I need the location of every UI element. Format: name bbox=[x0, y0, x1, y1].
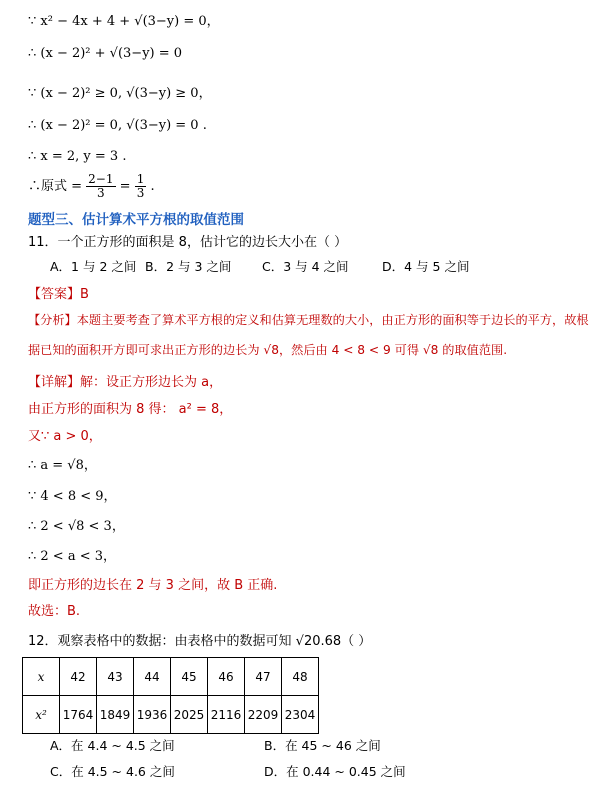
final-suffix: . bbox=[150, 179, 155, 194]
fraction-2-numerator: 1 bbox=[136, 172, 145, 186]
q11-detail-line-1: 【详解】解：设正方形边长为 a， bbox=[28, 375, 223, 390]
table-cell: 45 bbox=[171, 658, 208, 696]
table-cell: 1849 bbox=[97, 696, 134, 734]
table-cell: 2209 bbox=[245, 696, 282, 734]
q12-data-table bbox=[22, 657, 319, 734]
q11-answer: 【答案】B bbox=[28, 287, 89, 302]
q11-option-b: B．2 与 3 之间 bbox=[145, 259, 232, 274]
q11-option-a: A．1 与 2 之间 bbox=[50, 259, 137, 274]
q11-detail-line-7: ∴ 2 < a < 3， bbox=[28, 549, 117, 564]
table-row bbox=[23, 696, 319, 734]
table-cell: 1764 bbox=[60, 696, 97, 734]
q11-stem: 11．一个正方形的面积是 8，估计它的边长大小在（ ） bbox=[28, 235, 348, 250]
q11-option-c: C．3 与 4 之间 bbox=[262, 259, 349, 274]
q11-detail-line-4: ∴ a = √8， bbox=[28, 458, 97, 473]
q12-option-b: B．在 45 ~ 46 之间 bbox=[264, 738, 381, 753]
q11-analysis-line-2: 据已知的面积开方即可求出正方形的边长为 √8，然后由 4 < 8 < 9 可得 √8 的取值范围. bbox=[28, 343, 508, 357]
table-cell: 48 bbox=[282, 658, 319, 696]
table-cell: 46 bbox=[208, 658, 245, 696]
final-equals: = bbox=[119, 179, 131, 194]
derivation-line-2: ∴ (x − 2)² + √(3−y) = 0 bbox=[28, 46, 183, 61]
table-cell: 2116 bbox=[208, 696, 245, 734]
table-cell: 1936 bbox=[134, 696, 171, 734]
section-title: 题型三、估计算术平方根的取值范围 bbox=[28, 212, 244, 228]
q12-option-a: A．在 4.4 ~ 4.5 之间 bbox=[50, 738, 175, 753]
final-prefix: ∴原式 = bbox=[28, 179, 83, 194]
q11-conclusion: 即正方形的边长在 2 与 3 之间，故 B 正确. bbox=[28, 578, 278, 593]
fraction-2 bbox=[135, 173, 147, 200]
table-cell: 47 bbox=[245, 658, 282, 696]
table-header-x: x bbox=[23, 658, 60, 696]
q11-option-d: D．4 与 5 之间 bbox=[382, 259, 470, 274]
fraction-2-denominator: 3 bbox=[136, 186, 145, 200]
q12-option-c: C．在 4.5 ~ 4.6 之间 bbox=[50, 764, 175, 779]
final-result-line bbox=[28, 173, 155, 200]
q11-detail-line-6: ∴ 2 < √8 < 3， bbox=[28, 519, 125, 534]
table-cell: 2304 bbox=[282, 696, 319, 734]
q12-option-d: D．在 0.44 ~ 0.45 之间 bbox=[264, 764, 406, 779]
table-cell: 43 bbox=[97, 658, 134, 696]
q12-stem: 12．观察表格中的数据：由表格中的数据可知 √20.68（ ） bbox=[28, 634, 372, 649]
derivation-line-5: ∴ x = 2, y = 3 . bbox=[28, 149, 127, 164]
table-header-x-squared: x² bbox=[23, 696, 60, 734]
q11-choice: 故选：B. bbox=[28, 604, 81, 619]
derivation-line-1: ∵ x² − 4x + 4 + √(3−y) = 0， bbox=[28, 14, 220, 29]
fraction-1 bbox=[86, 173, 115, 200]
q11-detail-line-3: 又∵ a > 0， bbox=[28, 429, 102, 444]
table-cell: 42 bbox=[60, 658, 97, 696]
derivation-line-3: ∵ (x − 2)² ≥ 0, √(3−y) ≥ 0， bbox=[28, 86, 212, 101]
q11-analysis-line-1: 【分析】本题主要考查了算术平方根的定义和估算无理数的大小，由正方形的面积等于边长的平方，故根 bbox=[28, 313, 589, 327]
fraction-1-denominator: 3 bbox=[97, 186, 105, 200]
q11-detail-line-5: ∵ 4 < 8 < 9， bbox=[28, 489, 117, 504]
table-cell: 44 bbox=[134, 658, 171, 696]
fraction-1-numerator: 2−1 bbox=[88, 172, 114, 186]
table-row bbox=[23, 658, 319, 696]
table-cell: 2025 bbox=[171, 696, 208, 734]
q11-detail-line-2: 由正方形的面积为 8 得： a² = 8， bbox=[28, 402, 233, 417]
derivation-line-4: ∴ (x − 2)² = 0, √(3−y) = 0 . bbox=[28, 118, 207, 133]
